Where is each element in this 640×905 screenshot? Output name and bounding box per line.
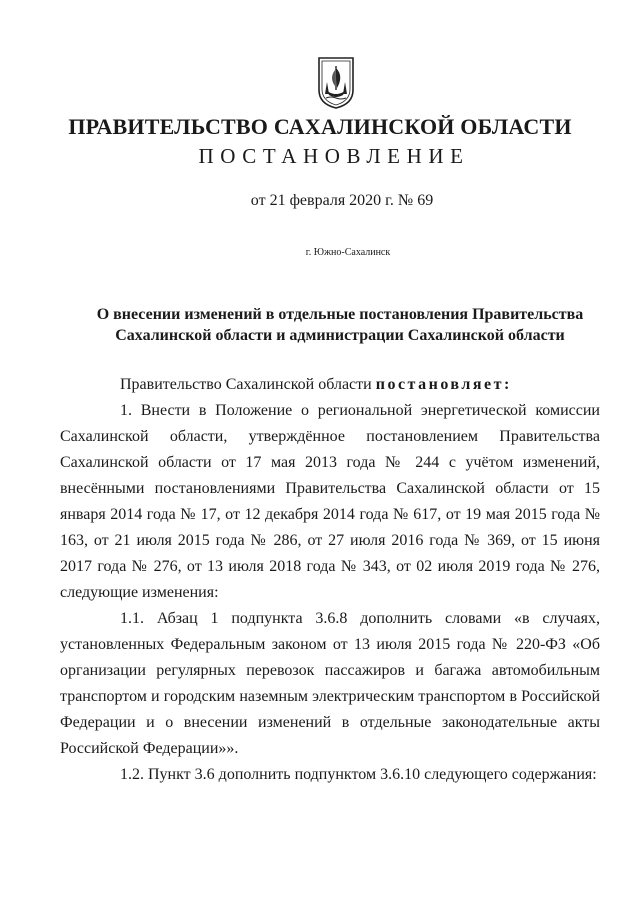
sakhalin-coat-of-arms-icon — [316, 56, 356, 110]
paragraph-1-2: 1.2. Пункт 3.6 дополнить подпунктом 3.6.10 следующего содержания: — [120, 766, 597, 783]
subject-line-1: О внесении изменений в отдельные постановления Правительства — [96, 306, 584, 323]
preamble — [60, 372, 600, 398]
preamble-action: постановляет: — [375, 376, 512, 393]
paragraph-1: 1. Внести в Положение о региональной энергетической комиссии Сахалинской области, утверждённое постановлением Правительства Сахалинской области от 17 мая 2013 года № 244 с учётом изменений, внесёнными постановлениями Правительства Сахалинской области от 15 января 2014 года № 17, от 12 декабря 2014 года № 617, от 19 мая 2015 года № 163, от 21 июля 2015 года № 286, от 27 июля 2016 года № 369, от 15 июня 2017 года № 276, от 13 июля 2018 года № 343, от 02 июля 2019 года № 276, следующие изменения: — [60, 402, 600, 601]
decree-body — [60, 372, 600, 788]
subject-line-2: Сахалинской области и администрации Сахалинской области — [115, 327, 565, 344]
decree-subject — [60, 304, 620, 346]
preamble-text: Правительство Сахалинской области — [120, 376, 376, 393]
document-type: ПОСТАНОВЛЕНИЕ — [198, 144, 470, 168]
government-title: ПРАВИТЕЛЬСТВО САХАЛИНСКОЙ ОБЛАСТИ — [68, 114, 572, 139]
decree-city: г. Южно-Сахалинск — [305, 247, 391, 258]
paragraph-1-1: 1.1. Абзац 1 подпункта 3.6.8 дополнить словами «в случаях, установленных Федеральным законом от 13 июля 2015 года № 220-ФЗ «Об организации регулярных перевозок пассажиров и багажа автомобильным транспортом и городским наземным электрическим транспортом в Российской Федерации и о внесении изменений в отдельные законодательные акты Российской Федерации»». — [60, 610, 600, 757]
decree-date-number: от 21 февраля 2020 г. № 69 — [250, 192, 434, 209]
